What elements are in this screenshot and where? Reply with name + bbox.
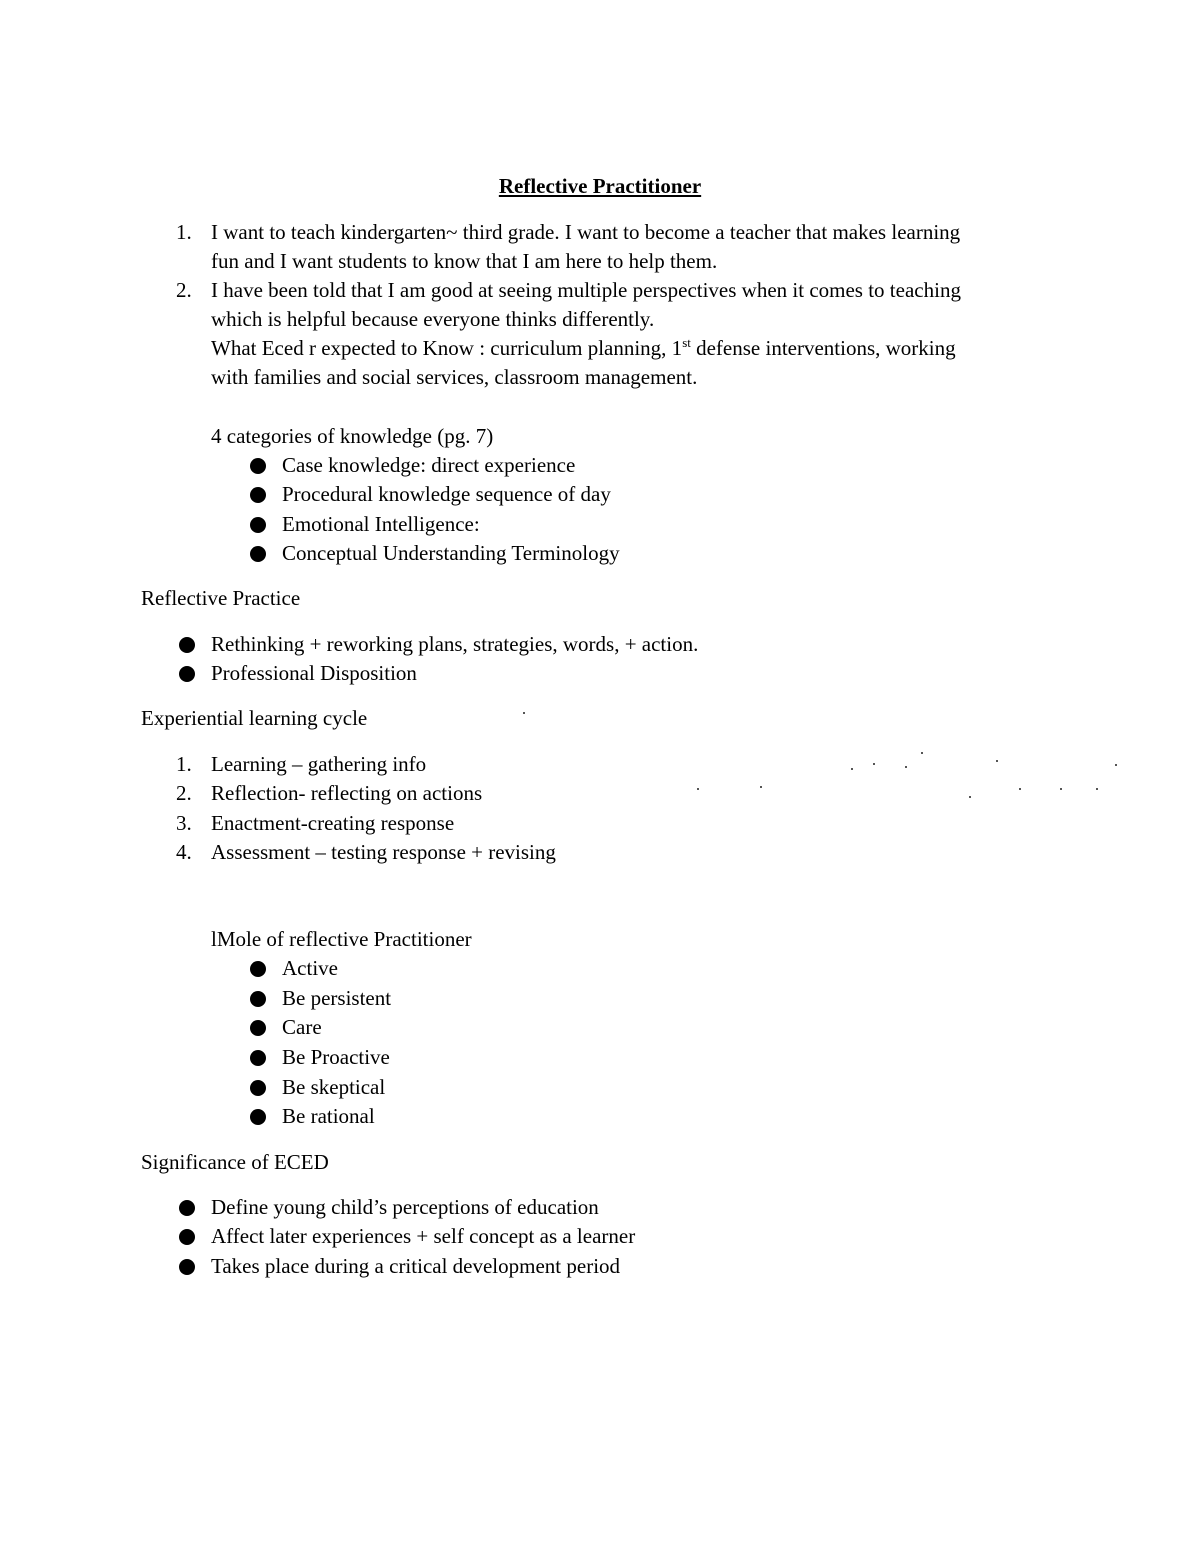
bullet-icon [250,1080,266,1096]
bullet-icon [179,1259,195,1275]
list-item: Be persistent [282,986,392,1010]
expected-text: What Eced r expected to Know : curriculum planning, 1 [211,336,683,360]
expected-knowledge-line-2: with families and social services, classroom management. [211,365,698,389]
scan-speck [873,763,875,765]
bullet-icon [250,517,266,533]
bullet-icon [179,1200,195,1216]
categories-heading: 4 categories of knowledge (pg. 7) [211,424,494,448]
list-item: Takes place during a critical development period [211,1254,621,1278]
scan-speck [851,768,853,770]
section-heading: Reflective Practice [141,586,301,610]
ordinal-suffix: st [682,335,691,350]
list-item: Conceptual Understanding Terminology [282,541,620,565]
section-heading: Significance of ECED [141,1150,329,1174]
scan-speck [921,752,923,754]
list-item: Enactment-creating response [211,811,455,835]
list-item: Professional Disposition [211,661,417,685]
document-title: Reflective Practitioner [498,174,702,198]
list-item: Be rational [282,1104,375,1128]
bullet-icon [250,458,266,474]
scan-speck [760,786,762,788]
list-item: Procedural knowledge sequence of day [282,482,611,506]
list-item-line: fun and I want students to know that I am here to help them. [211,249,718,273]
list-number: 1. [176,752,192,776]
scan-speck [523,712,525,714]
list-item: Reflection- reflecting on actions [211,781,483,805]
list-item-line: I want to teach kindergarten~ third grade. I want to become a teacher that makes learning [211,220,961,244]
section-heading: Experiential learning cycle [141,706,368,730]
list-item: Learning – gathering info [211,752,427,776]
list-item-line: which is helpful because everyone thinks differently. [211,307,655,331]
expected-knowledge-line [211,334,956,362]
scan-speck [697,788,699,790]
bullet-icon [250,546,266,562]
list-number: 1. [176,220,192,244]
scan-speck [969,796,971,798]
scan-speck [1060,788,1062,790]
bullet-icon [250,961,266,977]
scan-speck [1096,788,1098,790]
list-item: Affect later experiences + self concept as a learner [211,1224,636,1248]
bullet-icon [250,487,266,503]
list-item: Be skeptical [282,1075,386,1099]
bullet-icon [179,666,195,682]
list-item: Rethinking + reworking plans, strategies, words, + action. [211,632,699,656]
scan-speck [996,760,998,762]
list-item-line: I have been told that I am good at seeing multiple perspectives when it comes to teaching [211,278,961,302]
list-number: 2. [176,278,192,302]
list-item: Care [282,1015,322,1039]
list-item: Assessment – testing response + revising [211,840,556,864]
list-item: Emotional Intelligence: [282,512,480,536]
bullet-icon [250,1050,266,1066]
scan-speck [1019,788,1021,790]
scan-speck [1115,764,1117,766]
list-number: 2. [176,781,192,805]
list-item: Case knowledge: direct experience [282,453,576,477]
bullet-icon [250,1020,266,1036]
role-heading: lMole of reflective Practitioner [211,927,472,951]
bullet-icon [250,1109,266,1125]
expected-text-continued: defense interventions, working [690,336,956,360]
list-number: 4. [176,840,192,864]
list-item: Active [282,956,338,980]
list-number: 3. [176,811,192,835]
bullet-icon [179,1229,195,1245]
bullet-icon [179,637,195,653]
bullet-icon [250,991,266,1007]
list-item: Be Proactive [282,1045,390,1069]
scan-speck [905,766,907,768]
list-item: Define young child’s perceptions of education [211,1195,599,1219]
